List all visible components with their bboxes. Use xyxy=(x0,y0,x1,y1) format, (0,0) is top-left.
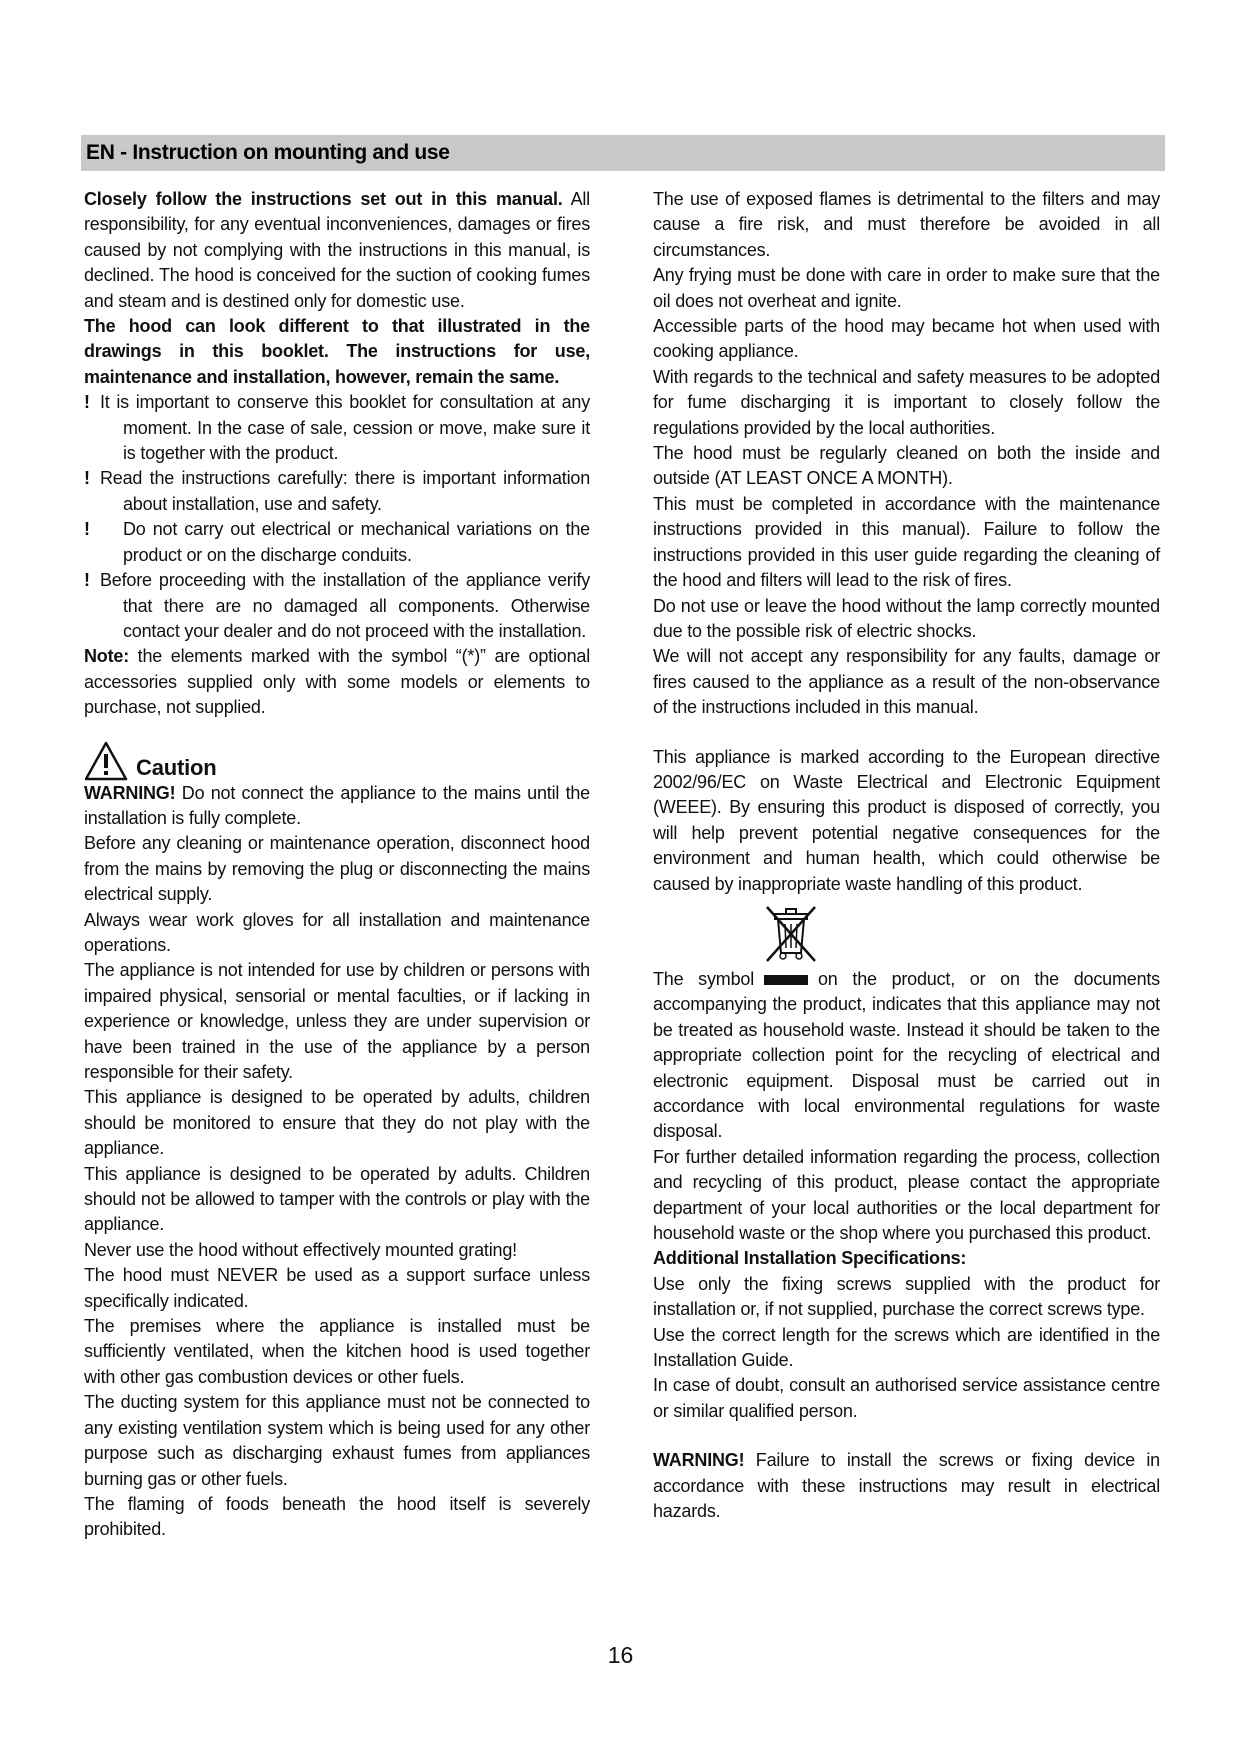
further-info-paragraph: For further detailed information regarding the process, collection and recycling of this product, please contact the appropriate department of your local authorities or the local department for household waste or the shop where you purchased this product. xyxy=(653,1146,1160,1244)
safety-paragraph: The ducting system for this appliance must not be connected to any existing ventilation system which is being used for any other purpose such as discharging exhaust fumes from appliances burning gas or other fuels. xyxy=(84,1392,590,1489)
safety-paragraph: We will not accept any responsibility for any faults, damage or fires caused to the appliance as a result of the non-observance of the instructions included in this manual. xyxy=(653,646,1160,718)
safety-paragraph: Any frying must be done with care in order to make sure that the oil does not overheat and ignite. xyxy=(653,265,1160,311)
right-column xyxy=(653,187,1160,1525)
safety-paragraph: This appliance is designed to be operated by adults, children should be monitored to ensure that they do not play with the appliance. xyxy=(84,1087,590,1159)
crossed-bin-icon xyxy=(761,903,821,963)
warning-paragraph: WARNING! Do not connect the appliance to the mains until the installation is fully complete. xyxy=(84,782,590,828)
weee-paragraph: This appliance is marked according to the European directive 2002/96/EC on Waste Electrical and Electronic Equipment (WEEE). By ensuring this product is disposed of correctly, you will help prevent potential negative consequences for the environment and human health, which could otherwise be caused by inappropriate waste handling of this product. xyxy=(653,746,1160,894)
safety-paragraph: The appliance is not intended for use by children or persons with impaired physical, sensorial or mental faculties, or if lacking in experience or knowledge, unless they are under supervision or have been trained in the use of the appliance by a person responsible for their safety. xyxy=(84,960,590,1082)
exclamation-icon: ! xyxy=(84,468,90,489)
intro-bold: Closely follow the instructions set out in this manual. xyxy=(84,189,563,209)
safety-paragraph: The flaming of foods beneath the hood itself is severely prohibited. xyxy=(84,1493,590,1540)
safety-paragraph: Do not use or leave the hood without the lamp correctly mounted due to the possible risk of electric shocks. xyxy=(653,595,1160,641)
weee-bar-icon xyxy=(764,975,808,985)
exclamation-icon: ! xyxy=(84,570,90,591)
intro-paragraph xyxy=(84,187,590,314)
installation-paragraph: In case of doubt, consult an authorised service assistance centre or similar qualified person. xyxy=(653,1375,1160,1421)
bang-item: ! Do not carry out electrical or mechanical variations on the product or on the discharge conduits. xyxy=(84,519,590,565)
note-paragraph xyxy=(84,644,590,720)
caution-title: Caution xyxy=(136,754,217,780)
safety-paragraph: The hood must NEVER be used as a support surface unless specifically indicated. xyxy=(84,1265,590,1311)
note-label: Note: xyxy=(84,646,129,667)
look-different-notice: The hood can look different to that illustrated in the drawings in this booklet. The instructions for use, maintenance and installation, however, remain the same. xyxy=(84,316,590,387)
final-warning-label: WARNING! xyxy=(653,1450,745,1471)
warning-triangle-icon xyxy=(84,741,128,781)
bang-item: ! Read the instructions carefully: there is important information about installation, use and safety. xyxy=(84,468,590,514)
safety-paragraph: This must be completed in accordance with the maintenance instructions provided in this manual). Failure to follow the instructions provided in this user guide regarding the cleaning of the hood and filters will lead to the risk of fires. xyxy=(653,493,1160,591)
installation-paragraph: Use only the fixing screws supplied with the product for installation or, if not supplied, purchase the correct screws type. xyxy=(653,1273,1160,1320)
exclamation-icon: ! xyxy=(84,392,90,413)
safety-paragraph: Before any cleaning or maintenance operation, disconnect hood from the mains by removing the plug or disconnecting the mains electrical supply. xyxy=(84,833,590,905)
left-column xyxy=(84,187,590,1543)
page-number: 16 xyxy=(607,1642,634,1668)
safety-paragraph: The use of exposed flames is detrimental to the filters and may cause a fire risk, and must therefore be avoided in all circumstances. xyxy=(653,189,1160,260)
installation-paragraph: Use the correct length for the screws which are identified in the Installation Guide. xyxy=(653,1324,1160,1371)
final-warning-paragraph: WARNING! Failure to install the screws or fixing device in accordance with these instructions may result in electrical hazards. xyxy=(653,1450,1160,1522)
safety-paragraph: The hood must be regularly cleaned on both the inside and outside (AT LEAST ONCE A MONTH). xyxy=(653,443,1160,489)
safety-paragraph: Always wear work gloves for all installation and maintenance operations. xyxy=(84,909,590,955)
bang-item: ! Before proceeding with the installation of the appliance verify that there are no damaged all components. Otherwise contact your dealer and do not proceed with the installation. xyxy=(84,570,590,641)
safety-paragraph: This appliance is designed to be operated by adults. Children should not be allowed to tamper with the controls or play with the appliance. xyxy=(84,1163,590,1235)
exclamation-icon: ! xyxy=(84,519,90,540)
warning-label: WARNING! xyxy=(84,782,176,803)
safety-paragraph: Accessible parts of the hood may became hot when used with cooking appliance. xyxy=(653,316,1160,362)
safety-paragraph: Never use the hood without effectively mounted grating! xyxy=(84,1239,517,1260)
bang-item: ! It is important to conserve this booklet for consultation at any moment. In the case of sale, cession or move, make sure it is together with the product. xyxy=(84,392,590,464)
note-text: the elements marked with the symbol “(*)” are optional accessories supplied only with some models or elements to purchase, not supplied. xyxy=(84,646,590,718)
section-header: EN - Instruction on mounting and use xyxy=(81,135,1165,171)
safety-paragraph: The premises where the appliance is installed must be sufficiently ventilated, when the kitchen hood is used together with other gas combustion devices or other fuels. xyxy=(84,1316,590,1387)
symbol-paragraph: The symbol on the product, or on the documents accompanying the product, indicates that this appliance may not be treated as household waste. Instead it should be taken to the appropriate collection point for the recycling of electrical and electronic equipment. Disposal must be carried out in accordance with local environmental regulations for waste disposal. xyxy=(653,968,1160,1142)
caution-heading xyxy=(84,739,590,781)
safety-paragraph: With regards to the technical and safety measures to be adopted for fume discharging it is important to closely follow the regulations provided by the local authorities. xyxy=(653,366,1160,438)
intro-rest: All responsibility, for any eventual inconveniences, damages or fires caused by not complying with the instructions in this manual, is declined. The hood is conceived for the suction of cooking fumes and steam and is destined only for domestic use. xyxy=(84,189,590,311)
additional-title: Additional Installation Specifications: xyxy=(653,1248,967,1269)
